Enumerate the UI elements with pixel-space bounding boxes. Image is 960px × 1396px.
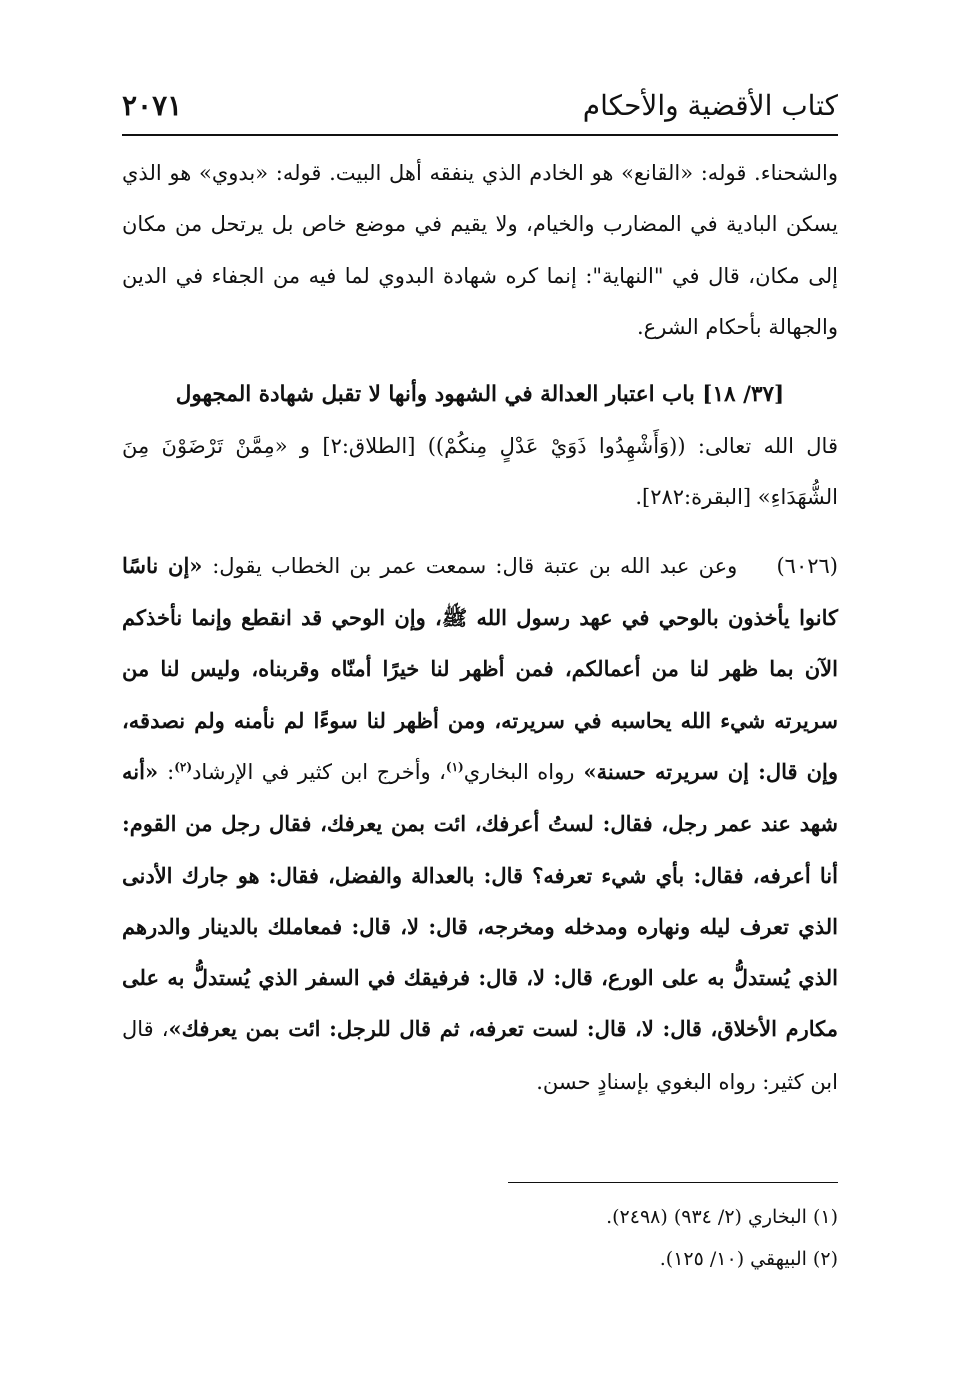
hadith-quote-main: «إن ناسًا كانوا يأخذون بالوحي في عهد رسول الله ﷺ، وإن الوحي قد انقطع وإنما نأخذكم الآن بما ظهر لنا من أعمالكم، فمن أظهر لنا خيرًا أمنّاه وقربناه، وليس لنا من سريرته شيء الله يحاسبه في سريرته، ومن أظهر لنا سوءًا لم نأمنه ولم نصدقه، وإن قال: إن سريرته حسنة» bbox=[122, 552, 839, 784]
footnotes bbox=[122, 1196, 838, 1280]
verse-paragraph: قال الله تعالى: ((وَأَشْهِدُوا ذَوَيْ عَدْلٍ مِنكُمْ)) [الطلاق:٢] و «مِمَّنْ تَرْضَوْنَ مِنَ الشُّهَدَاءِ» [البقرة:٢٨٢]. bbox=[122, 434, 838, 510]
running-title: كتاب الأقضية والأحكام bbox=[582, 89, 838, 122]
hadith-quote-second: «أنه شهد عند عمر رجل، فقال: لستُ أعرفك، ائت بمن يعرفك، فقال رجل من القوم: أنا أعرفه، فقال: بأي شيء تعرفه؟ قال: بالعدالة والفضل، فقال: هو جارك الأدنى الذي تعرف ليله ونهاره ومدخله ومخرجه، قال: لا، قال: فمعاملك بالدينار والدرهم الذي يُستدلُّ به على الورع، قال: لا، قال: فرفيقك في السفر الذي يُستدلُّ به على مكارم الأخلاق، قال: لا، قال: لست تعرفه، ثم قال للرجل: ائت بمن يعرفك» bbox=[122, 758, 838, 1042]
spacer bbox=[122, 353, 838, 369]
header-rule bbox=[122, 134, 838, 136]
spacer bbox=[122, 524, 838, 540]
hadith-number: (٦٠٢٦) bbox=[776, 553, 838, 578]
hadith-intro: وعن عبد الله بن عتبة قال: سمعت عمر بن الخطاب يقول: bbox=[212, 553, 738, 578]
main-text bbox=[122, 148, 838, 1108]
hadith-colon: : bbox=[167, 759, 175, 784]
footnote-separator bbox=[508, 1182, 838, 1183]
hadith-paragraph bbox=[122, 540, 838, 1108]
hadith-ending: ، قال ابن كثير: رواه البغوي بإسنادٍ حسن. bbox=[122, 1017, 838, 1094]
footnote-ref-2[interactable]: (٢) bbox=[174, 759, 193, 774]
intro-paragraph: والشحناء. قوله: «القانع» هو الخادم الذي ينفقه أهل البيت. قوله: «بدوي» هو الذي يسكن البادية في المضارب والخيام، ولا يقيم في موضع خاص بل يرتحل من مكان إلى مكان، قال في "النهاية": إنما كره شهادة البدوي لما فيه من الجفاء في الدين والجهالة بأحكام الشرع. bbox=[122, 161, 838, 339]
footnote-1: (١) البخاري (٢/ ٩٣٤) (٢٤٩٨). bbox=[606, 1206, 838, 1228]
chapter-heading: [٣٧/ ١٨] باب اعتبار العدالة في الشهود وأنها لا تقبل شهادة المجهول bbox=[175, 382, 785, 408]
footnote-ref-1[interactable]: (١) bbox=[445, 759, 464, 774]
page-number: ٢٠٧١ bbox=[122, 89, 183, 122]
footnote-2: (٢) البيهقي (١٠/ ١٢٥). bbox=[659, 1248, 838, 1270]
running-header bbox=[122, 86, 838, 132]
hadith-attribution: رواه البخاري bbox=[463, 759, 575, 784]
hadith-attribution-2: ، وأخرج ابن كثير في الإرشاد bbox=[192, 759, 446, 784]
